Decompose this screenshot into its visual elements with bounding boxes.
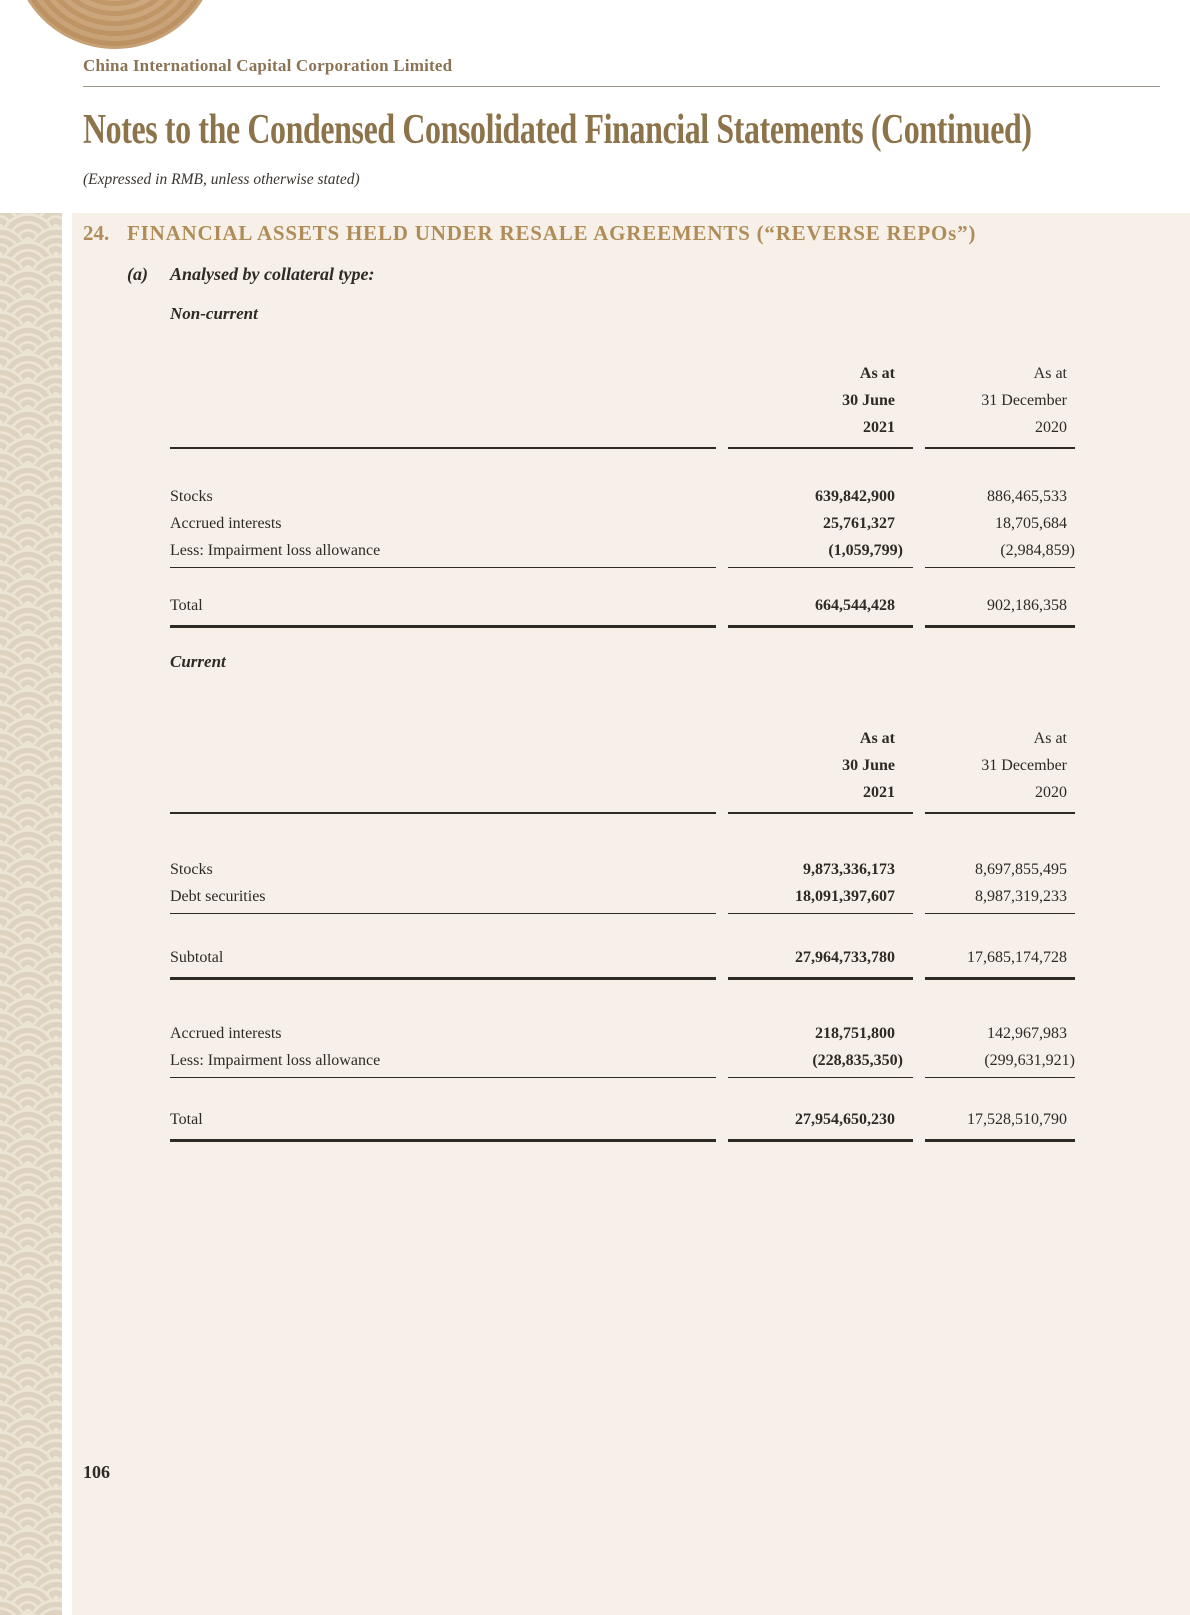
section-title: FINANCIAL ASSETS HELD UNDER RESALE AGREEMENTS (“REVERSE REPOs”): [127, 221, 977, 245]
value-2020: 142,967,983: [987, 1025, 1067, 1042]
row-rule: [728, 913, 913, 914]
row-rule: [728, 1077, 913, 1078]
value-2021: 639,842,900: [815, 488, 895, 505]
column-header-2021: [728, 360, 913, 441]
value-2020: (2,984,859): [1000, 542, 1075, 559]
header-rule: [728, 447, 913, 449]
subtotal-label: Subtotal: [170, 949, 224, 966]
row-rule: [170, 913, 716, 914]
row-label: Less: Impairment loss allowance: [170, 1052, 381, 1069]
value-2021: 9,873,336,173: [803, 861, 895, 878]
page-number: 106: [83, 1462, 110, 1482]
table-body-collateral: [170, 814, 1075, 914]
page-title: Notes to the Condensed Consolidated Financial Statements (Continued): [83, 107, 1032, 153]
table-body: [170, 449, 1075, 568]
header-line: 30 June: [842, 757, 895, 774]
total-value-2021: 27,954,650,230: [795, 1111, 895, 1128]
header-line: 31 December: [981, 392, 1067, 409]
table-total-row: [170, 568, 1075, 628]
row-label: Accrued interests: [170, 515, 282, 532]
total-rule: [728, 1139, 913, 1142]
non-current-table: [170, 360, 1075, 628]
total-value-2020: 902,186,358: [987, 597, 1067, 614]
column-header-2020: [925, 360, 1075, 441]
value-2020: 886,465,533: [987, 488, 1067, 505]
row-rule: [170, 567, 716, 568]
subtotal-rule: [728, 977, 913, 980]
value-2021: (228,835,350): [812, 1052, 903, 1069]
table-subtotal-row: [170, 914, 1075, 980]
header-spacer: [170, 725, 716, 752]
total-rule: [925, 1139, 1075, 1142]
subtotal-rule: [925, 977, 1075, 980]
row-rule: [728, 567, 913, 568]
header-line: As at: [1033, 730, 1067, 747]
value-2021: (1,059,799): [828, 542, 903, 559]
company-name: China International Capital Corporation Limited: [83, 56, 453, 75]
table-header: [170, 360, 1075, 449]
column-header-2021: [728, 725, 913, 806]
row-label: Debt securities: [170, 888, 266, 905]
total-label: Total: [170, 1111, 203, 1128]
value-2021: 218,751,800: [815, 1025, 895, 1042]
non-current-heading: Non-current: [170, 304, 258, 323]
header-rule: [728, 812, 913, 814]
value-2020: 18,705,684: [995, 515, 1067, 532]
header-line: As at: [859, 730, 895, 747]
total-rule: [925, 625, 1075, 628]
seigaiha-pattern-decoration: [0, 213, 62, 1615]
value-2020: 8,987,319,233: [975, 888, 1067, 905]
current-table: [170, 725, 1075, 1142]
row-label: Stocks: [170, 488, 213, 505]
row-label: Less: Impairment loss allowance: [170, 542, 381, 559]
header-line: 2020: [1035, 419, 1067, 436]
total-rule: [728, 625, 913, 628]
header-rule: [170, 812, 716, 814]
header-line: As at: [859, 365, 895, 382]
row-rule: [925, 1077, 1075, 1078]
item-title: Analysed by collateral type:: [170, 264, 375, 284]
table-total-row: [170, 1078, 1075, 1142]
row-label: Stocks: [170, 861, 213, 878]
value-2021: 25,761,327: [823, 515, 895, 532]
total-value-2020: 17,528,510,790: [967, 1111, 1067, 1128]
row-rule: [925, 567, 1075, 568]
header-spacer: [170, 360, 716, 387]
total-rule: [170, 1139, 716, 1142]
row-rule: [170, 1077, 716, 1078]
header-divider: [83, 86, 1160, 87]
subtotal-value-2020: 17,685,174,728: [967, 949, 1067, 966]
total-label: Total: [170, 597, 203, 614]
header-rule: [925, 447, 1075, 449]
item-heading: [127, 264, 374, 285]
item-label: (a): [127, 264, 148, 284]
currency-note: (Expressed in RMB, unless otherwise stated): [83, 171, 360, 188]
header-line: 31 December: [981, 757, 1067, 774]
subtotal-rule: [170, 977, 716, 980]
table-body-other: [170, 980, 1075, 1078]
header-line: As at: [1033, 365, 1067, 382]
table-header: [170, 725, 1075, 814]
header-line: 2021: [863, 784, 895, 801]
company-logo-icon: [12, 0, 218, 49]
current-heading: Current: [170, 652, 226, 671]
section-number: 24.: [83, 221, 110, 245]
section-heading: [83, 221, 976, 246]
subtotal-value-2021: 27,964,733,780: [795, 949, 895, 966]
header-rule: [170, 447, 716, 449]
header-line: 2021: [863, 419, 895, 436]
header-rule: [925, 812, 1075, 814]
header-line: 30 June: [842, 392, 895, 409]
header-line: 2020: [1035, 784, 1067, 801]
row-label: Accrued interests: [170, 1025, 282, 1042]
value-2021: 18,091,397,607: [795, 888, 895, 905]
value-2020: 8,697,855,495: [975, 861, 1067, 878]
value-2020: (299,631,921): [984, 1052, 1075, 1069]
row-rule: [925, 913, 1075, 914]
column-header-2020: [925, 725, 1075, 806]
total-rule: [170, 625, 716, 628]
total-value-2021: 664,544,428: [815, 597, 895, 614]
